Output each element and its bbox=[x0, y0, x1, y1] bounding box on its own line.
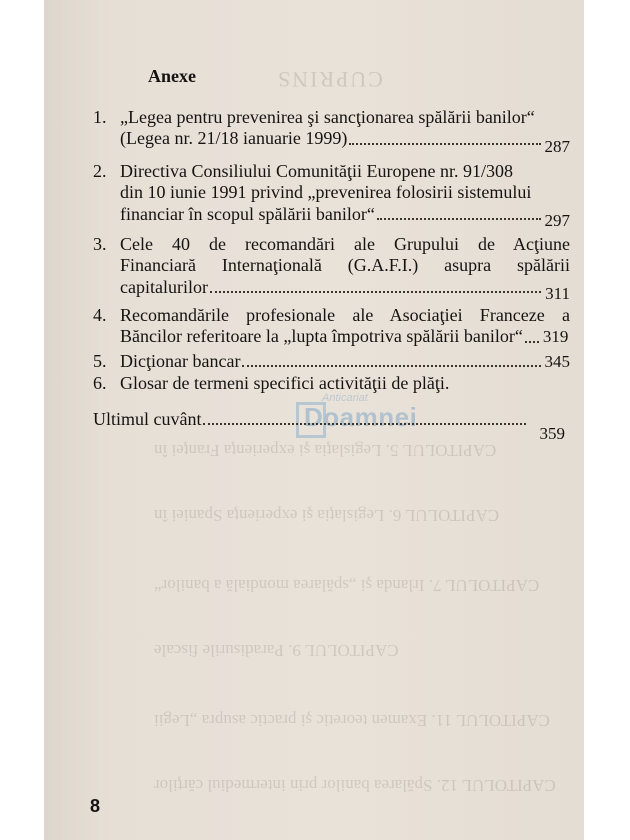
dot-leader bbox=[210, 290, 541, 293]
entry-line: financiar în scopul spălării banilor“ bbox=[120, 203, 375, 224]
entry-number: 2. bbox=[93, 161, 107, 181]
entry-leader bbox=[93, 409, 565, 443]
entry-number: 6. bbox=[93, 373, 107, 393]
bleed-through-text: CAPITOLUL 12. Spălarea banilor prin intermediul cărţilor bbox=[154, 776, 556, 795]
entry-text bbox=[120, 373, 570, 394]
bleed-through-text: CAPITOLUL 6. Legislaţia şi experienţa Spaniei în bbox=[154, 506, 500, 525]
bleed-through-text: CAPITOLUL 11. Examen teoretic şi practic asupra „Legii bbox=[154, 711, 550, 730]
bleed-through-title: CUPRINS bbox=[276, 67, 383, 92]
page-ref: 311 bbox=[545, 283, 570, 303]
entry-leader bbox=[120, 128, 570, 157]
entry-number: 4. bbox=[93, 305, 107, 325]
dot-leader bbox=[377, 217, 541, 220]
page-number: 8 bbox=[90, 796, 101, 816]
bleed-through-text: CAPITOLUL 7. Irlanda şi „spălarea mondială a banilor“ bbox=[154, 576, 540, 595]
entry-text bbox=[120, 351, 570, 372]
entry-line: Cele 40 de recomandări ale Grupului de Acţiune bbox=[120, 234, 570, 254]
entry-line: capitalurilor bbox=[120, 276, 208, 297]
entry-line: Băncilor referitoare la „lupta împotriva spălării banilor“ bbox=[120, 326, 523, 347]
entry-line: Glosar de termeni specifici activităţii de plăţi. bbox=[120, 373, 450, 393]
bleed-through-text: CAPITOLUL 5. Legislaţia şi experienţa Franţei în bbox=[154, 441, 497, 460]
dot-leader bbox=[349, 142, 540, 145]
dot-leader bbox=[525, 340, 539, 343]
dot-leader bbox=[203, 422, 525, 425]
entry-leader bbox=[120, 326, 570, 347]
entry-text bbox=[120, 107, 570, 157]
page-ref: 359 bbox=[539, 424, 565, 443]
entry-line: „Legea pentru prevenirea şi sancţionarea spălării banilor“ bbox=[120, 107, 535, 127]
entry-title: Ultimul cuvânt bbox=[93, 409, 202, 429]
entry-leader bbox=[120, 276, 570, 303]
entry-text bbox=[120, 234, 570, 303]
page-ref: 345 bbox=[544, 352, 570, 371]
entry-text bbox=[120, 161, 570, 230]
section-title: Anexe bbox=[148, 66, 196, 86]
entry-line: Recomandările profesionale ale Asociaţiei Franceze a bbox=[120, 305, 570, 325]
entry-number: 3. bbox=[93, 234, 107, 254]
page-ref: 297 bbox=[544, 210, 570, 230]
entry-number: 5. bbox=[93, 351, 107, 371]
watermark-caption: Anticariat bbox=[322, 392, 368, 404]
entry-text bbox=[120, 305, 570, 348]
page-ref: 319 bbox=[542, 327, 569, 347]
dot-leader bbox=[242, 364, 540, 367]
page-ref: 287 bbox=[544, 137, 570, 157]
entry-line: (Legea nr. 21/18 ianuarie 1999) bbox=[120, 128, 348, 149]
watermark-logo-text: Doamnei bbox=[304, 402, 418, 432]
entry-line: Directiva Consiliului Comunităţii Europene nr. 91/308 bbox=[120, 161, 513, 181]
entry-leader bbox=[120, 351, 570, 372]
entry-line: din 10 iunie 1991 privind „prevenirea folosirii sistemului bbox=[120, 182, 532, 203]
entry-line: Financiară Internaţională (G.A.F.I.) asupra spălării bbox=[120, 255, 570, 276]
entry-line: Dicţionar bancar bbox=[120, 351, 241, 371]
bleed-through-text: CAPITOLUL 9. Paradisurile fiscale bbox=[154, 641, 399, 660]
entry-leader bbox=[120, 203, 570, 230]
entry-number: 1. bbox=[93, 107, 107, 127]
